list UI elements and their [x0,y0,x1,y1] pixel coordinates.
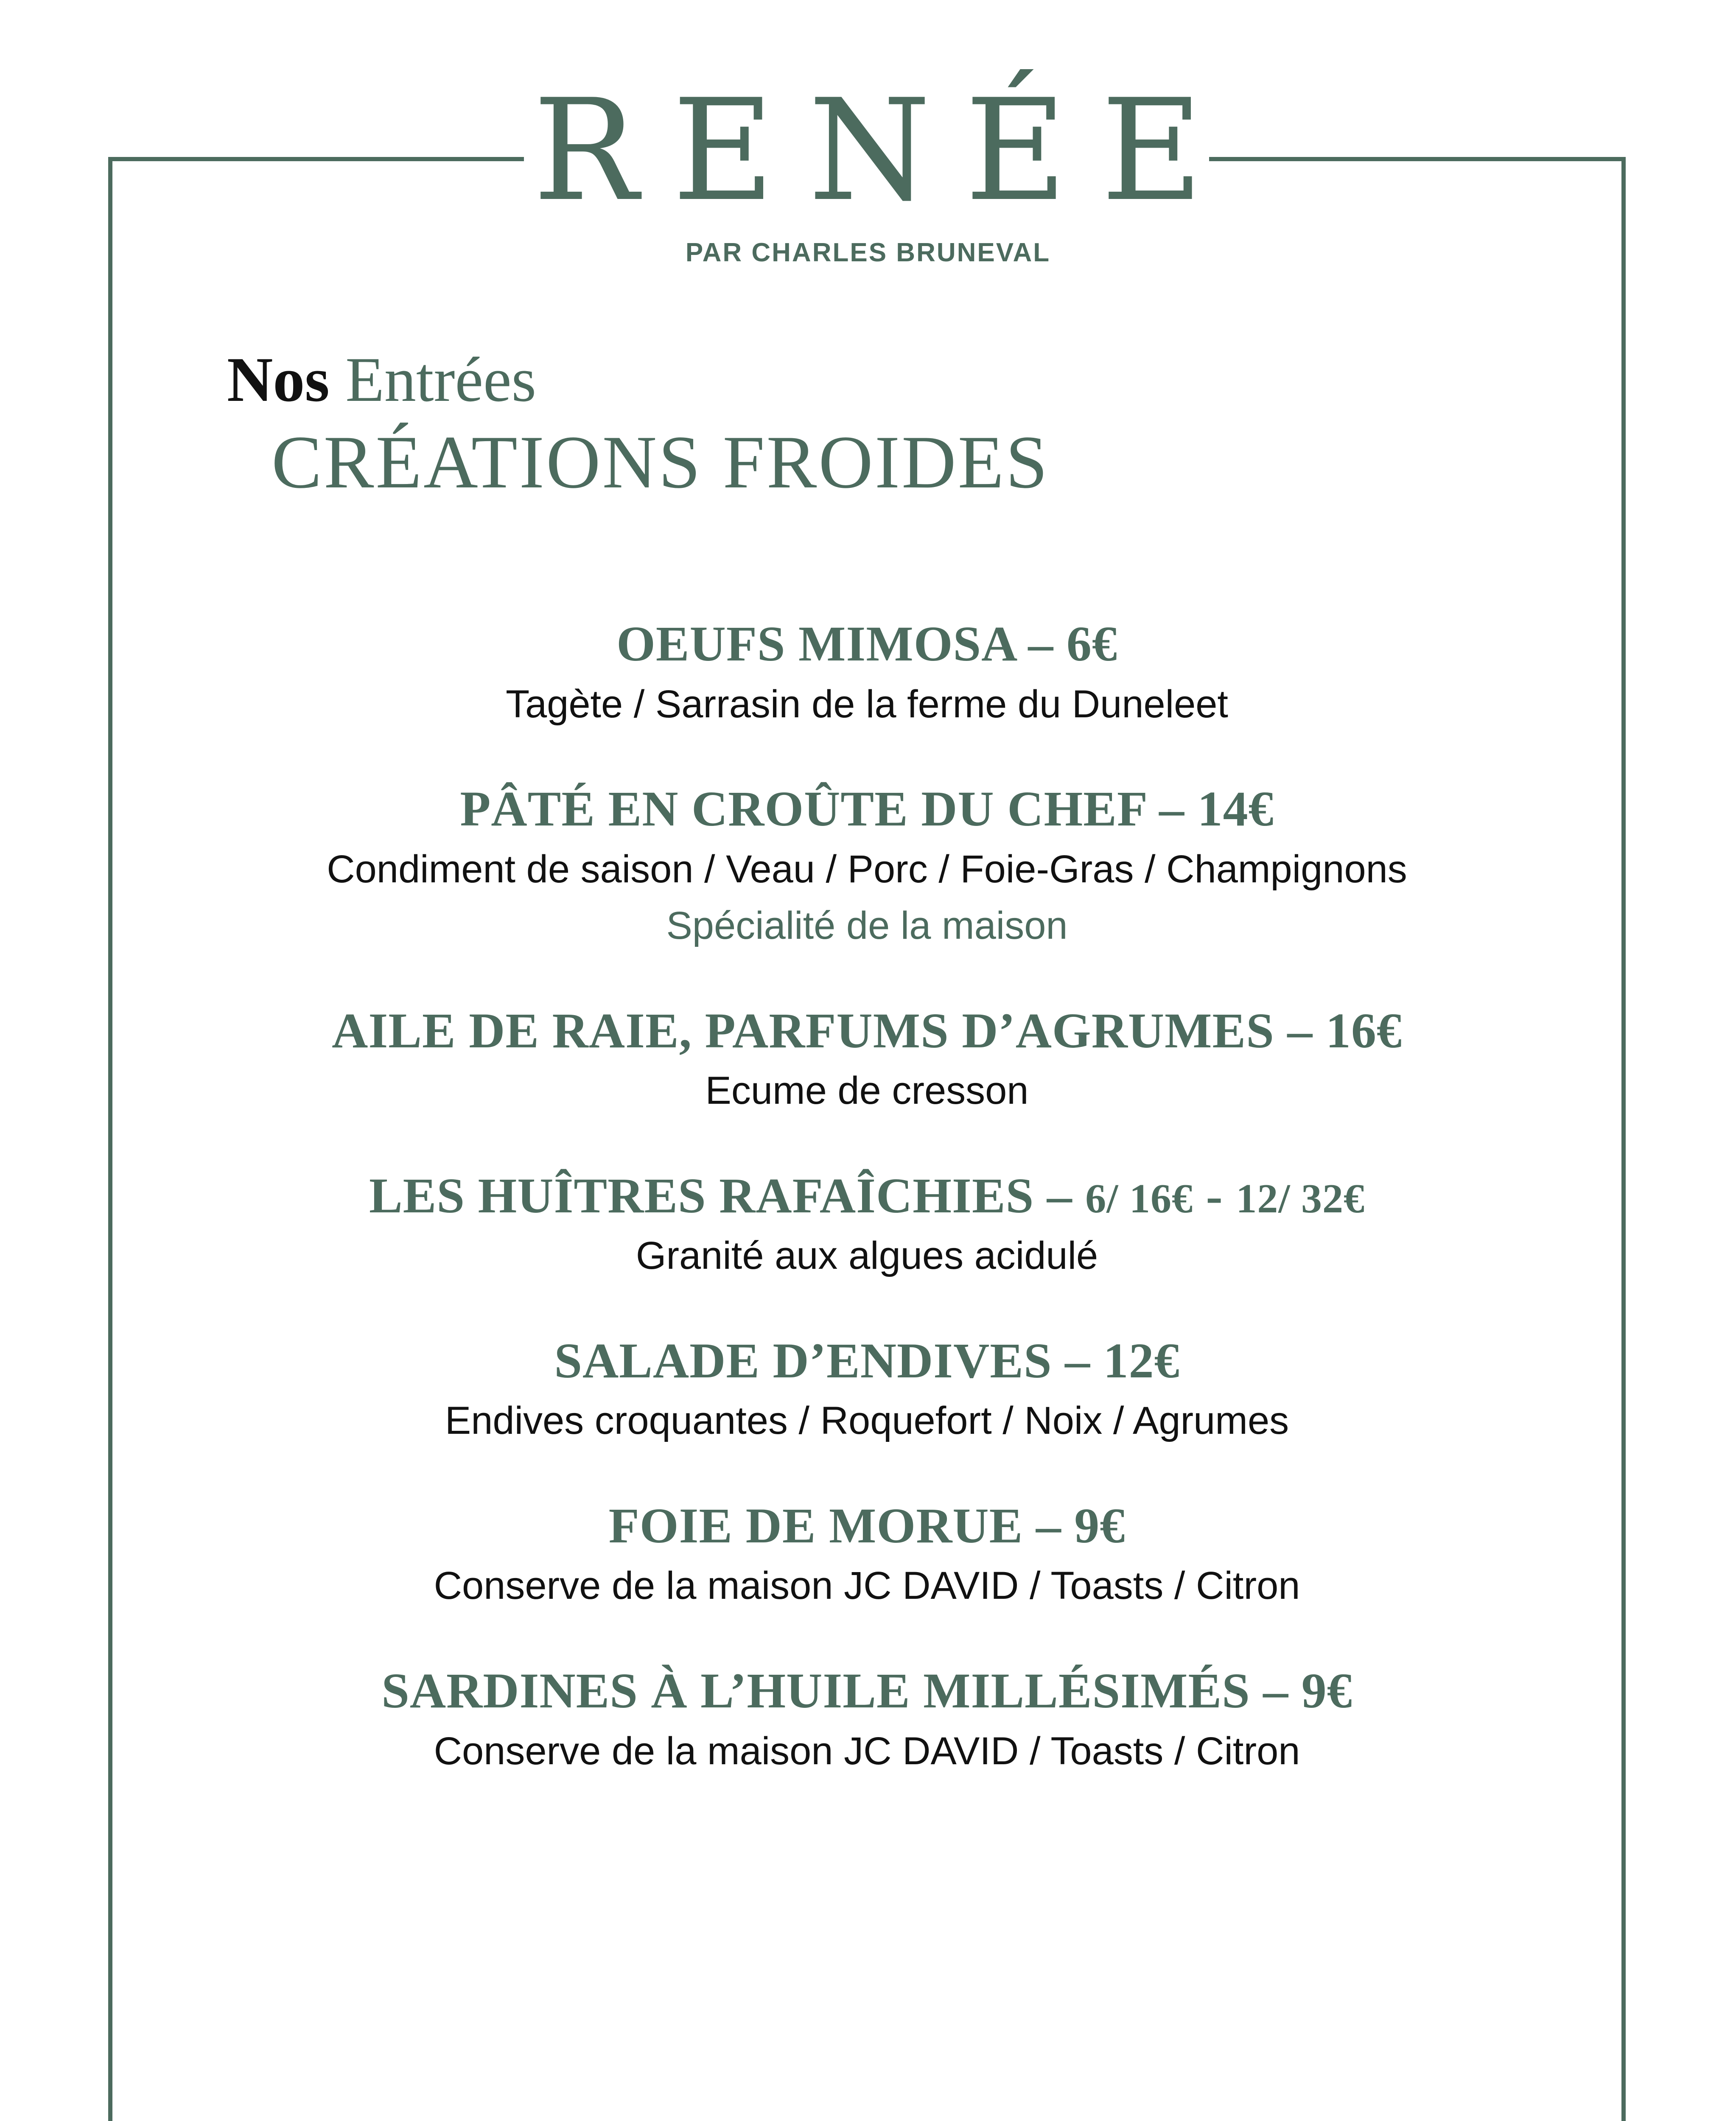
dish-price-twelve: 12/ 32€ [1236,1175,1365,1222]
dish-name [108,1167,1626,1225]
dish-name-main: LES HUÎTRES RAFAÎCHIES – [369,1167,1086,1223]
brand-name: RENÉE [533,69,1237,232]
brand-subtitle: PAR CHARLES BRUNEVAL [685,238,1051,267]
dish-name: AILE DE RAIE, PARFUMS D’AGRUMES – 16€ [332,1002,1402,1058]
dish-description: Condiment de saison / Veau / Porc / Foie-Gras / Champignons [327,847,1407,891]
dish-item [108,1662,1626,1780]
section-kicker-entrees: Entrées [345,344,536,415]
dish-description: Tagète / Sarrasin de la ferme du Duneleet [506,682,1228,726]
dish-item [108,1497,1626,1615]
dish-price-six: 6/ 16€ [1085,1175,1193,1222]
dish-item [108,1002,1626,1119]
dish-name: SARDINES À L’HUILE MILLÉSIMÉS – 9€ [381,1662,1352,1718]
dish-description: Ecume de cresson [705,1069,1029,1113]
section-title: CRÉATIONS FROIDES [272,420,1050,504]
dish-list [108,615,1626,1827]
dish-description: Endives croquantes / Roquefort / Noix / Agrumes [445,1399,1289,1443]
dish-name: FOIE DE MORUE – 9€ [608,1497,1126,1553]
dish-price-separator: - [1193,1167,1236,1223]
dish-description: Conserve de la maison JC DAVID / Toasts / Citron [434,1729,1300,1773]
dish-name: SALADE D’ENDIVES – 12€ [554,1332,1180,1388]
dish-item [108,615,1626,733]
dish-description: Granité aux algues acidulé [636,1234,1098,1278]
dish-name: OEUFS MIMOSA – 6€ [616,616,1117,672]
dish-item [108,780,1626,954]
dish-description: Conserve de la maison JC DAVID / Toasts / Citron [434,1564,1300,1608]
dish-name: PÂTÉ EN CROÛTE DU CHEF – 14€ [460,781,1274,837]
dish-item [108,1167,1626,1284]
dish-item [108,1332,1626,1449]
section-kicker [227,344,536,415]
section-kicker-nos: Nos [227,344,330,415]
dish-note: Spécialité de la maison [666,904,1068,948]
